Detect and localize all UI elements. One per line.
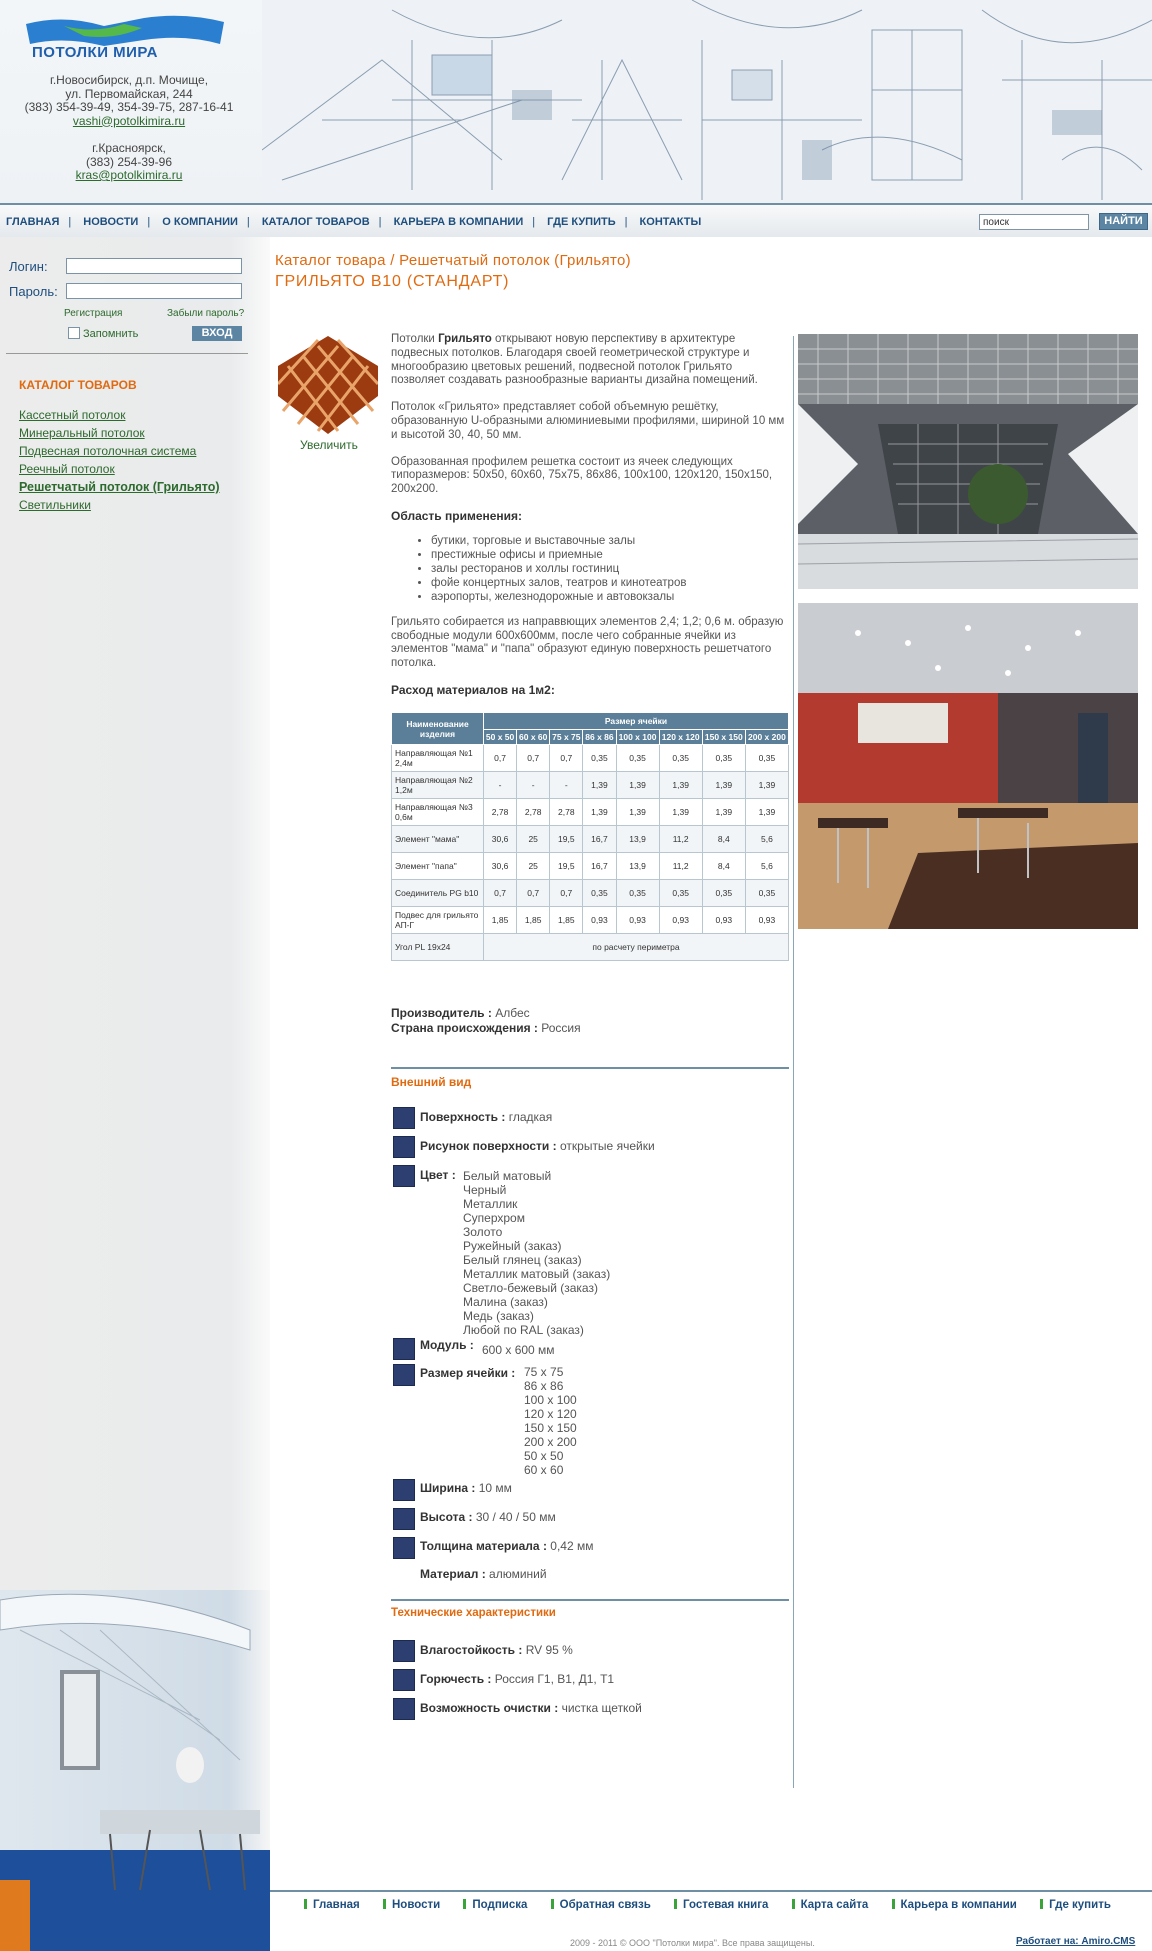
header-sketch-image xyxy=(262,0,1152,200)
table-cell: 1,39 xyxy=(745,799,788,826)
width-icon xyxy=(393,1479,415,1501)
text: открывают новую перспективу в архитектуре подвесных потолков. Благодаря своей геометрической структуре и многообразию цветовых решений, подвесной потолок Грильято позволяет создавать разнообразные варианты дизайна помещений. xyxy=(391,333,758,387)
color-item: Суперхром xyxy=(463,1211,525,1225)
fire-value: Россия Г1, В1, Д1, Т1 xyxy=(494,1672,615,1686)
color-list xyxy=(463,1169,610,1337)
nav-separator: | xyxy=(624,216,628,228)
forgot-password-link[interactable]: Забыли пароль? xyxy=(167,308,245,319)
footer-link-feedback[interactable]: Обратная связь xyxy=(559,1899,651,1911)
zoom-link[interactable]: Увеличить xyxy=(300,438,358,452)
table-cell-name: Направляющая №2 1,2м xyxy=(392,772,484,799)
color-item: Черный xyxy=(463,1183,507,1197)
usage-item: • фойе концертных залов, театров и кинотеатров xyxy=(431,576,789,590)
address-line: г.Красноярск, xyxy=(92,141,166,155)
cell-size-icon xyxy=(393,1364,415,1386)
catalog-item-mineral[interactable]: Минеральный потолок xyxy=(19,426,145,440)
footer-marker xyxy=(892,1899,895,1909)
address-line: ул. Первомайская, 244 xyxy=(65,86,193,101)
table-cell: 0,93 xyxy=(702,907,745,934)
sidebar-divider xyxy=(6,353,248,354)
footer-marker xyxy=(304,1899,307,1909)
table-row xyxy=(392,907,789,934)
nav-about[interactable]: О КОМПАНИИ xyxy=(162,216,238,228)
height-icon xyxy=(393,1508,415,1530)
clean-value: чистка щеткой xyxy=(561,1701,642,1715)
pattern-row xyxy=(420,1139,655,1153)
thickness-icon xyxy=(393,1537,415,1559)
table-cell: 1,85 xyxy=(517,907,550,934)
atrium-image xyxy=(798,334,1138,589)
table-cell: 1,39 xyxy=(616,799,659,826)
table-cell: 2,78 xyxy=(517,799,550,826)
materials-table xyxy=(391,712,789,961)
table-header-name: Наименование изделия xyxy=(392,713,484,745)
footer-link-career[interactable]: Карьера в компании xyxy=(900,1899,1017,1911)
fire-row xyxy=(420,1672,614,1686)
table-cell: 16,7 xyxy=(583,826,616,853)
surface-label: Поверхность : xyxy=(420,1110,506,1124)
cell-size-item: 60 х 60 xyxy=(524,1463,564,1477)
moisture-label: Влагостойкость : xyxy=(420,1643,523,1657)
pattern-value: открытые ячейки xyxy=(559,1139,655,1153)
usage-item: • залы ресторанов и холлы гостиниц xyxy=(431,562,789,576)
color-item: Любой по RAL (заказ) xyxy=(463,1323,584,1337)
table-cell: 0,35 xyxy=(745,880,788,907)
table-body xyxy=(392,745,789,961)
catalog-title: КАТАЛОГ ТОВАРОВ xyxy=(19,378,137,392)
password-label: Пароль: xyxy=(9,284,58,299)
fire-label: Горючесть : xyxy=(420,1672,492,1686)
cleaning-icon xyxy=(393,1698,415,1720)
table-cell: 0,7 xyxy=(484,745,517,772)
thickness-value: 0,42 мм xyxy=(550,1539,594,1553)
cell-size-item: 200 х 200 xyxy=(524,1435,577,1449)
address-krs xyxy=(0,142,258,183)
pattern-icon xyxy=(393,1136,415,1158)
nav-where-to-buy[interactable]: ГДЕ КУПИТЬ xyxy=(547,216,616,228)
table-cell: 19,5 xyxy=(550,853,583,880)
table-cell: 0,7 xyxy=(517,880,550,907)
interior-photo-restaurant[interactable] xyxy=(798,603,1138,929)
module-icon xyxy=(393,1338,415,1360)
footer-link-where-to-buy[interactable]: Где купить xyxy=(1049,1899,1111,1911)
footer-marker xyxy=(383,1899,386,1909)
table-cell: 0,35 xyxy=(659,880,702,907)
phone-line: (383) 254-39-96 xyxy=(85,154,173,169)
table-cell: 0,35 xyxy=(702,880,745,907)
table-cell-name: Направляющая №3 0,6м xyxy=(392,799,484,826)
nav-career[interactable]: КАРЬЕРА В КОМПАНИИ xyxy=(393,216,524,228)
usage-item: • аэропорты, железнодорожные и автовокзалы xyxy=(431,590,789,604)
table-cell-name: Элемент "папа" xyxy=(392,853,484,880)
text-bold: Грильято xyxy=(438,333,492,345)
surface-row xyxy=(420,1110,552,1124)
nav-home[interactable]: ГЛАВНАЯ xyxy=(6,216,60,228)
table-row xyxy=(392,772,789,799)
pattern-label: Рисунок поверхности : xyxy=(420,1139,557,1153)
table-cell: 0,35 xyxy=(616,745,659,772)
cell-size-label: Размер ячейки : xyxy=(420,1366,516,1380)
table-cell: 0,93 xyxy=(616,907,659,934)
footer-link-news[interactable]: Новости xyxy=(391,1899,441,1911)
section-divider xyxy=(391,1067,789,1069)
register-link[interactable]: Регистрация xyxy=(64,308,123,319)
module-label: Модуль : xyxy=(420,1338,474,1352)
cell-size-item: 150 х 150 xyxy=(524,1421,577,1435)
table-size-header: 200 х 200 xyxy=(745,730,788,745)
table-cell: 1,85 xyxy=(484,907,517,934)
table-cell: 1,39 xyxy=(583,799,616,826)
section-divider xyxy=(391,1599,789,1601)
table-cell: 0,35 xyxy=(583,745,616,772)
table-row xyxy=(392,799,789,826)
table-size-header: 60 х 60 xyxy=(517,730,550,745)
logo-text: ПОТОЛКИ МИРА xyxy=(32,44,158,61)
table-cell: 0,93 xyxy=(659,907,702,934)
password-input[interactable] xyxy=(66,283,242,299)
search-input[interactable] xyxy=(979,214,1089,230)
color-item: Малина (заказ) xyxy=(463,1295,548,1309)
table-cell: 1,39 xyxy=(745,772,788,799)
footer-marker xyxy=(792,1899,795,1909)
table-cell: 30,6 xyxy=(484,826,517,853)
origin-label: Страна происхождения : xyxy=(391,1021,538,1035)
flame-icon xyxy=(393,1669,415,1691)
catalog-item-rack[interactable]: Реечный потолок xyxy=(19,462,115,476)
cms-link[interactable]: Работает на: Amiro.CMS xyxy=(1016,1936,1136,1947)
origin-value: Россия xyxy=(541,1021,581,1035)
description-paragraph xyxy=(391,333,789,388)
description-paragraph: Образованная профилем решетка состоит из ячеек следующих типоразмеров: 50x50, 60x60, 75x75, 86x86, 100x100, 120x120, 150x150, 200x200. xyxy=(391,455,773,496)
cell-size-list xyxy=(524,1365,577,1477)
footer-marker xyxy=(674,1899,677,1909)
clean-label: Возможность очистки : xyxy=(420,1701,559,1715)
module-value: 600 х 600 мм xyxy=(482,1343,555,1357)
table-cell: 1,39 xyxy=(616,772,659,799)
table-cell: 1,39 xyxy=(659,799,702,826)
table-cell: 30,6 xyxy=(484,853,517,880)
table-cell: 13,9 xyxy=(616,853,659,880)
table-row xyxy=(392,853,789,880)
remember-label: Запомнить xyxy=(83,328,139,340)
material-label: Материал : xyxy=(420,1567,486,1581)
email-krs-link[interactable]: kras@potolkimira.ru xyxy=(75,168,183,182)
material-row xyxy=(420,1567,547,1581)
login-input[interactable] xyxy=(66,258,242,274)
table-cell: 25 xyxy=(517,826,550,853)
remember-checkbox[interactable] xyxy=(68,327,80,339)
nav-separator: | xyxy=(246,216,250,228)
breadcrumb: Каталог товара / Решетчатый потолок (Грильято) xyxy=(275,252,631,269)
header xyxy=(0,0,1152,203)
address-nsk xyxy=(0,74,258,128)
table-cell: 0,35 xyxy=(616,880,659,907)
height-row xyxy=(420,1510,556,1524)
nav-news[interactable]: НОВОСТИ xyxy=(83,216,139,228)
clean-row xyxy=(420,1701,642,1715)
table-cell: 0,7 xyxy=(517,745,550,772)
table-cell: 0,7 xyxy=(550,880,583,907)
nav-separator: | xyxy=(68,216,72,228)
table-cell: по расчету периметра xyxy=(484,934,789,961)
usage-item: • престижные офисы и приемные xyxy=(431,548,789,562)
catalog-item-suspended[interactable]: Подвесная потолочная система xyxy=(19,444,197,458)
table-size-header: 86 х 86 xyxy=(583,730,616,745)
address-line: г.Новосибирск, д.п. Мочище, xyxy=(49,73,209,87)
table-cell: 2,78 xyxy=(550,799,583,826)
table-cell: 11,2 xyxy=(659,853,702,880)
width-label: Ширина : xyxy=(420,1481,476,1495)
table-cell: 0,35 xyxy=(702,745,745,772)
nav-separator: | xyxy=(147,216,151,228)
usage-item: • бутики, торговые и выставочные залы xyxy=(431,534,789,548)
cell-size-item: 86 х 86 xyxy=(524,1379,564,1393)
table-cell: 1,39 xyxy=(702,772,745,799)
table-cell: 0,93 xyxy=(583,907,616,934)
cell-size-item: 50 х 50 xyxy=(524,1449,564,1463)
color-item: Светло-бежевый (заказ) xyxy=(463,1281,598,1295)
table-cell: 0,93 xyxy=(745,907,788,934)
thickness-label: Толщина материала : xyxy=(420,1539,547,1553)
table-size-header: 75 х 75 xyxy=(550,730,583,745)
catalog-item-grilyato[interactable]: Решетчатый потолок (Грильято) xyxy=(19,480,220,494)
table-cell: 0,7 xyxy=(484,880,517,907)
nav-separator: | xyxy=(532,216,536,228)
table-cell: 19,5 xyxy=(550,826,583,853)
table-cell: - xyxy=(517,772,550,799)
table-cell: 2,78 xyxy=(484,799,517,826)
content-divider xyxy=(793,336,794,1788)
table-cell: 1,39 xyxy=(659,772,702,799)
material-value: алюминий xyxy=(489,1567,547,1581)
surface-value: гладкая xyxy=(508,1110,553,1124)
table-cell: 25 xyxy=(517,853,550,880)
table-size-header: 100 х 100 xyxy=(616,730,659,745)
height-value: 30 / 40 / 50 мм xyxy=(475,1510,556,1524)
table-cell: 8,4 xyxy=(702,826,745,853)
table-cell: 0,7 xyxy=(550,745,583,772)
moisture-row xyxy=(420,1643,573,1657)
appearance-title: Внешний вид xyxy=(391,1075,472,1089)
color-item: Медь (заказ) xyxy=(463,1309,534,1323)
nav-contacts[interactable]: КОНТАКТЫ xyxy=(639,216,702,228)
table-size-header: 120 х 120 xyxy=(659,730,702,745)
footer-marker xyxy=(551,1899,554,1909)
cell-size-item: 100 х 100 xyxy=(524,1393,577,1407)
table-row xyxy=(392,826,789,853)
footer-link-sitemap[interactable]: Карта сайта xyxy=(800,1899,869,1911)
table-header-size: Размер ячейки xyxy=(484,713,789,730)
footer-link-home[interactable]: Главная xyxy=(313,1899,360,1911)
color-item: Ружейный (заказ) xyxy=(463,1239,562,1253)
table-size-header: 50 х 50 xyxy=(484,730,517,745)
origin-row xyxy=(391,1021,581,1035)
table-cell-name: Элемент "мама" xyxy=(392,826,484,853)
catalog-item-cassette[interactable]: Кассетный потолок xyxy=(19,408,126,422)
login-label: Логин: xyxy=(9,259,48,274)
table-cell: - xyxy=(550,772,583,799)
table-cell-name: Подвес для грильято АП-Г xyxy=(392,907,484,934)
login-button[interactable]: ВХОД xyxy=(192,326,242,341)
description-paragraph: Грильято собирается из направвющих элементов 2,4; 1,2; 0,6 м. образую свободные модули 600x600мм, после чего собранные ячейки из элементов "мама" и "папа" образуют единую поверхность решетчатого потолка. xyxy=(391,615,784,670)
table-cell: 1,39 xyxy=(583,772,616,799)
table-size-header: 150 х 150 xyxy=(702,730,745,745)
cell-size-item: 75 х 75 xyxy=(524,1365,564,1379)
width-row xyxy=(420,1481,512,1495)
color-item: Металлик матовый (заказ) xyxy=(463,1267,611,1281)
table-row xyxy=(392,745,789,772)
surface-icon xyxy=(393,1107,415,1129)
moisture-icon xyxy=(393,1640,415,1662)
height-label: Высота : xyxy=(420,1510,473,1524)
search-button[interactable]: НАЙТИ xyxy=(1099,213,1148,230)
table-cell: 0,35 xyxy=(583,880,616,907)
table-cell: 5,6 xyxy=(745,826,788,853)
width-value: 10 мм xyxy=(478,1481,512,1495)
product-thumbnail[interactable] xyxy=(278,336,378,434)
table-cell-name: Угол PL 19x24 xyxy=(392,934,484,961)
table-cell: 8,4 xyxy=(702,853,745,880)
table-cell: 0,35 xyxy=(745,745,788,772)
table-row xyxy=(392,934,789,961)
table-cell: 1,85 xyxy=(550,907,583,934)
copyright: 2009 - 2011 © ООО "Потолки мира". Все права защищены. xyxy=(570,1938,815,1948)
sidebar-interior-image xyxy=(0,1590,270,1951)
page-title: ГРИЛЬЯТО B10 (СТАНДАРТ) xyxy=(275,273,510,290)
usage-list xyxy=(431,534,789,604)
interior-photo-atrium[interactable] xyxy=(798,334,1138,589)
table-cell: 16,7 xyxy=(583,853,616,880)
table-cell-name: Направляющая №1 2,4м xyxy=(392,745,484,772)
footer-nav xyxy=(300,1899,1127,1911)
color-item: Металлик xyxy=(463,1197,518,1211)
catalog-item-lights[interactable]: Светильники xyxy=(19,498,91,512)
color-item: Белый глянец (заказ) xyxy=(463,1253,582,1267)
table-cell: - xyxy=(484,772,517,799)
restaurant-image xyxy=(798,603,1138,929)
footer-link-subscribe[interactable]: Подписка xyxy=(472,1899,528,1911)
thickness-row xyxy=(420,1539,593,1553)
nav-catalog[interactable]: КАТАЛОГ ТОВАРОВ xyxy=(261,216,370,228)
consumption-title: Расход материалов на 1м2: xyxy=(391,682,555,697)
table-cell: 13,9 xyxy=(616,826,659,853)
palette-icon xyxy=(393,1165,415,1187)
color-item: Белый матовый xyxy=(463,1169,552,1183)
moisture-value: RV 95 % xyxy=(525,1643,573,1657)
table-cell: 0,35 xyxy=(659,745,702,772)
footer-link-guestbook[interactable]: Гостевая книга xyxy=(683,1899,769,1911)
cell-size-item: 120 х 120 xyxy=(524,1407,577,1421)
color-label: Цвет : xyxy=(420,1168,456,1182)
footer-marker xyxy=(463,1899,466,1909)
main-nav xyxy=(6,216,701,228)
description-paragraph: Потолок «Грильято» представляет собой объемную решётку, образованную U-образными алюминиевыми профилями, шириной 10 мм и высотой 30, 40, 50 мм. xyxy=(391,401,785,441)
nav-separator: | xyxy=(378,216,382,228)
product-description xyxy=(391,333,789,708)
phone-line: (383) 354-39-49, 354-39-75, 287-16-41 xyxy=(24,100,234,114)
color-item: Золото xyxy=(463,1225,503,1239)
producer-value: Албес xyxy=(495,1006,530,1020)
footer-divider xyxy=(270,1890,1152,1892)
email-nsk-link[interactable]: vashi@potolkimira.ru xyxy=(72,113,186,128)
table-row xyxy=(392,880,789,907)
producer-row xyxy=(391,1006,530,1020)
table-cell: 11,2 xyxy=(659,826,702,853)
table-cell: 5,6 xyxy=(745,853,788,880)
table-cell-name: Соединитель PG b10 xyxy=(392,880,484,907)
text: Потолки xyxy=(391,333,439,345)
tech-title: Технические характеристики xyxy=(391,1607,556,1619)
footer-marker xyxy=(1040,1899,1043,1909)
usage-title: Область применения: xyxy=(391,508,523,523)
producer-label: Производитель : xyxy=(391,1006,492,1020)
table-cell: 1,39 xyxy=(702,799,745,826)
